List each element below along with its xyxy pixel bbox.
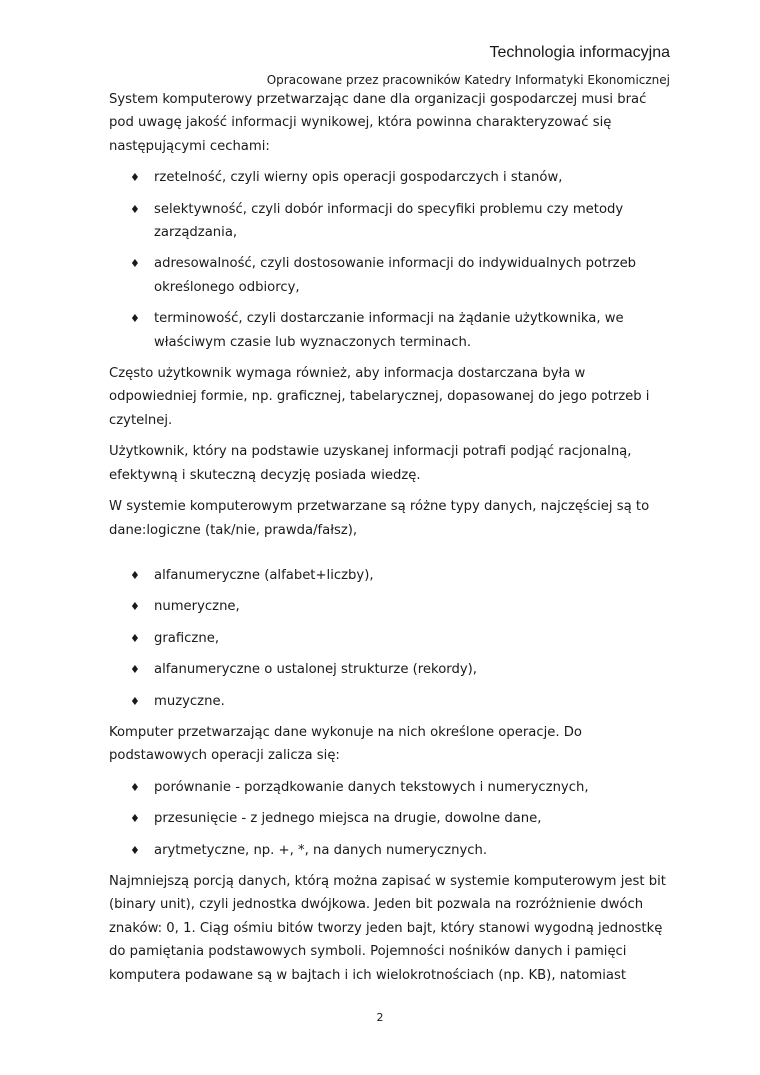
- list-item-text: alfanumeryczne (alfabet+liczby),: [154, 567, 374, 583]
- paragraph: Komputer przetwarzając dane wykonuje na nich określone operacje. Do podstawowych operacji zalicza się:: [109, 724, 582, 764]
- header-title: Technologia informacyjna: [489, 44, 670, 61]
- paragraph: Najmniejszą porcją danych, którą można zapisać w systemie komputerowym jest bit (binary unit), czyli jednostka dwójkowa. Jeden bit pozwala na rozróżnienie dwóch znaków: 0, 1. Ciąg ośmiu bitów tworzy jeden bajt, który stanowi wygodną jednostkę do pamiętania podstawowych symboli. Pojemności nośników danych i pamięci komputera podawane są w bajtach i ich wielokrotnościach (np. KB), natomiast: [109, 873, 666, 983]
- list-item: [109, 307, 669, 354]
- list-item-text: porównanie - porządkowanie danych tekstowych i numerycznych,: [154, 779, 589, 795]
- paragraph: Użytkownik, który na podstawie uzyskanej informacji potrafi podjąć racjonalną, efektywną i skuteczną decyzję posiada wiedzę.: [109, 444, 632, 483]
- page-content: [109, 88, 669, 995]
- operations-list: [109, 776, 669, 862]
- diamond-bullet-icon: ♦: [130, 812, 140, 826]
- list-item-text: numeryczne,: [154, 599, 240, 615]
- diamond-bullet-icon: ♦: [130, 568, 140, 582]
- list-item: [109, 564, 669, 587]
- diamond-bullet-icon: ♦: [130, 171, 140, 185]
- diamond-bullet-icon: ♦: [130, 600, 140, 614]
- list-item: [109, 658, 669, 681]
- list-item-text: rzetelność, czyli wierny opis operacji gospodarczych i stanów,: [154, 170, 563, 186]
- list-item-text: adresowalność, czyli dostosowanie informacji do indywidualnych potrzeb określonego odbiorcy,: [154, 256, 637, 295]
- list-item: [109, 627, 669, 650]
- diamond-bullet-icon: ♦: [130, 694, 140, 708]
- list-item: [109, 807, 669, 830]
- quality-features-list: [109, 166, 669, 354]
- diamond-bullet-icon: ♦: [130, 631, 140, 645]
- list-item-text: muzyczne.: [154, 693, 225, 709]
- paragraph: Często użytkownik wymaga również, aby informacja dostarczana była w odpowiedniej formie, np. graficznej, tabelarycznej, dopasowanej do jego potrzeb i czytelnej.: [109, 366, 650, 428]
- list-item: [109, 252, 669, 299]
- paragraph: System komputerowy przetwarzając dane dla organizacji gospodarczej musi brać pod uwagę jakość informacji wynikowej, która powinna charakteryzować się następującymi cechami:: [109, 92, 647, 154]
- list-item: [109, 198, 669, 245]
- diamond-bullet-icon: ♦: [130, 312, 140, 326]
- diamond-bullet-icon: ♦: [130, 843, 140, 857]
- diamond-bullet-icon: ♦: [130, 257, 140, 271]
- diamond-bullet-icon: ♦: [130, 663, 140, 677]
- diamond-bullet-icon: ♦: [130, 780, 140, 794]
- data-types-list: [109, 564, 669, 713]
- list-item-text: selektywność, czyli dobór informacji do specyfiki problemu czy metody zarządzania,: [154, 201, 624, 241]
- list-item: [109, 776, 669, 799]
- list-item-text: przesunięcie - z jednego miejsca na drugie, dowolne dane,: [154, 811, 542, 827]
- list-item-text: alfanumeryczne o ustalonej strukturze (rekordy),: [154, 662, 477, 678]
- paragraph: W systemie komputerowym przetwarzane są różne typy danych, najczęściej są to dane:logiczne (tak/nie, prawda/fałsz),: [109, 499, 650, 538]
- list-item-text: terminowość, czyli dostarczanie informacji na żądanie użytkownika, we właściwym czasie lub wyznaczonych terminach.: [154, 311, 624, 350]
- list-item: [109, 690, 669, 713]
- list-item-text: graficzne,: [154, 630, 220, 646]
- spacer: [109, 550, 669, 564]
- list-item: [109, 839, 669, 862]
- list-item: [109, 166, 669, 189]
- page-number: 2: [376, 1011, 384, 1024]
- list-item-text: arytmetyczne, np. +, *, na danych numerycznych.: [154, 842, 488, 858]
- list-item: [109, 595, 669, 618]
- header-subtitle: Opracowane przez pracowników Katedry Informatyki Ekonomicznej: [266, 73, 670, 87]
- diamond-bullet-icon: ♦: [130, 202, 140, 216]
